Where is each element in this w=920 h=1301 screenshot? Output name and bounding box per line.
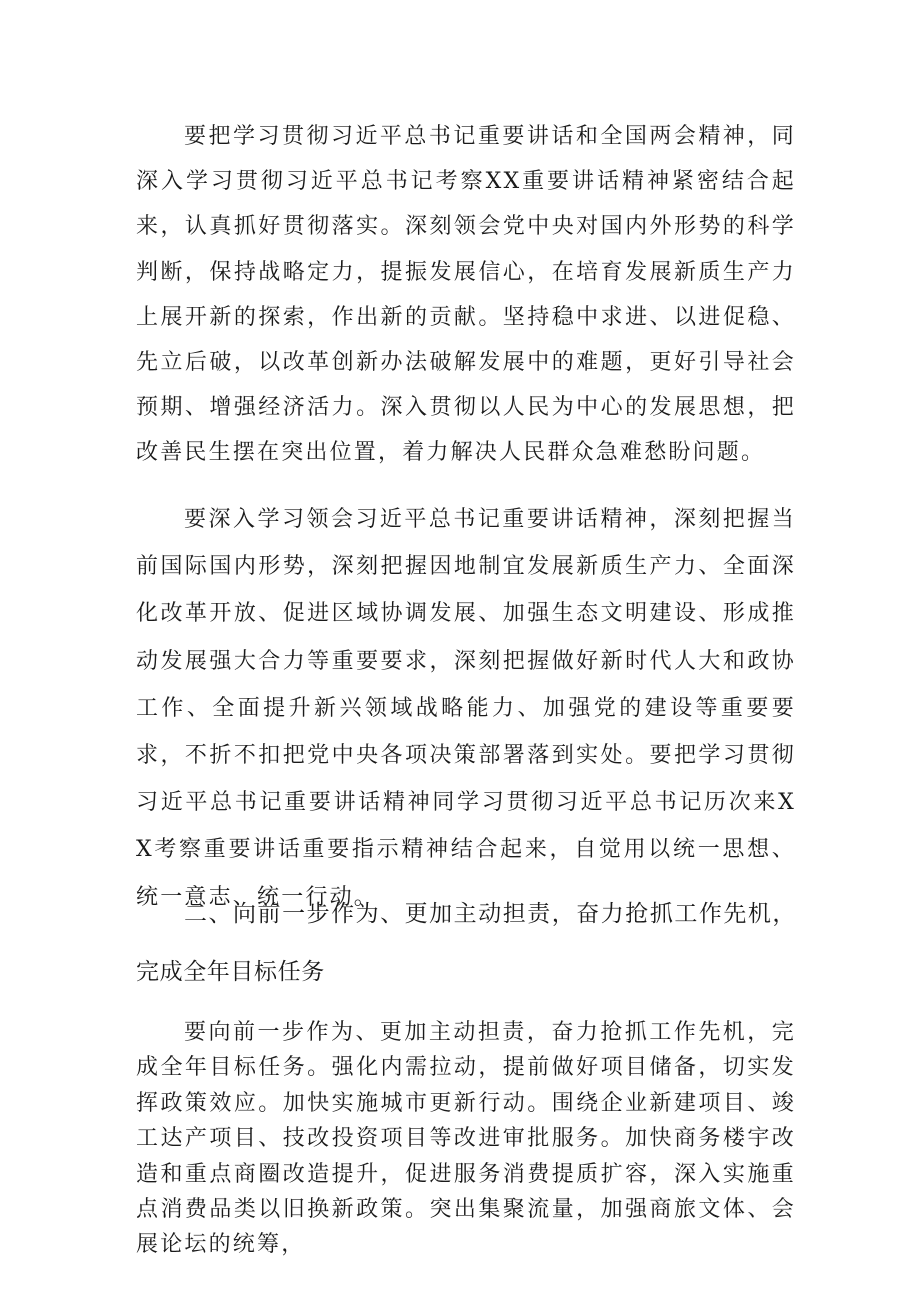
body-paragraph-2: 要深入学习领会习近平总书记重要讲话精神，深刻把握当前国际国内形势，深刻把握因地制宜发展新质生产力、全面深化改革开放、促进区域协调发展、加强生态文明建设、形成推动发展强大合力等重要要求，深刻把握做好新时代人大和政协工作、全面提升新兴领域战略能力、加强党的建设等重要要求，不折不扣把党中央各项决策部署落到实处。要把学习贯彻习近平总书记重要讲话精神同学习贯彻习近平总书记历次来XX考察重要讲话重要指示精神结合起来，自觉用以统一思想、统一意志、统一行动。 — [136, 507, 796, 910]
body-paragraph-3: 要向前一步作为、更加主动担责，奋力抢抓工作先机，完成全年目标任务。强化内需拉动，提前做好项目储备，切实发挥政策效应。加快实施城市更新行动。围绕企业新建项目、竣工达产项目、技改投资项目等改进审批服务。加快商务楼宇改造和重点商圈改造提升，促进服务消费提质扩容，深入实施重点消费品类以旧换新政策。突出集聚流量，加强商旅文体、会展论坛的统筹， — [136, 1020, 796, 1258]
section-heading: 二、向前一步作为、更加主动担责，奋力抢抓工作先机，完成全年目标任务 — [136, 901, 796, 985]
body-paragraph-1: 要把学习贯彻习近平总书记重要讲话和全国两会精神，同深入学习贯彻习近平总书记考察XX重要讲话精神紧密结合起来，认真抓好贯彻落实。深刻领会党中央对国内外形势的科学判断，保持战略定力，提振发展信心，在培育发展新质生产力上展开新的探索，作出新的贡献。坚持稳中求进、以进促稳、先立后破，以改革创新办法破解发展中的难题，更好引导社会预期、增强经济活力。深入贯彻以人民为中心的发展思想，把改善民生摆在突出位置，着力解决人民群众急难愁盼问题。 — [136, 124, 796, 466]
